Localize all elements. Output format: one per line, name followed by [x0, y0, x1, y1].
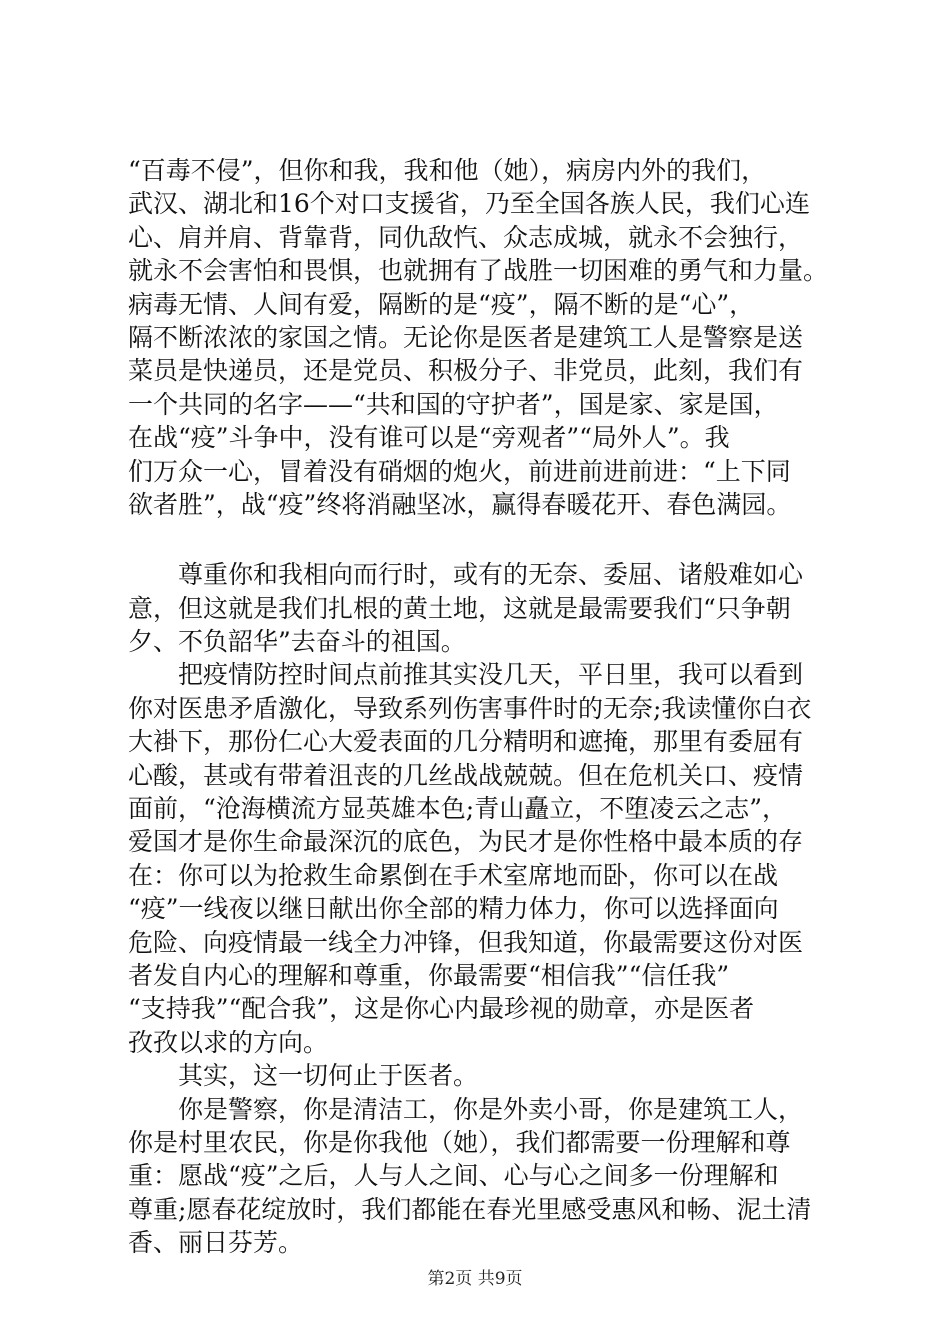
text-line: 爱国才是你生命最深沉的底色，为民才是你性格中最本质的存: [128, 827, 804, 857]
text-line: 在：你可以为抢救生命累倒在手术室席地而卧，你可以在战: [128, 860, 779, 890]
text-line: 者发自内心的理解和尊重，你最需要“相信我”“信任我”: [128, 960, 730, 990]
text-line: 你对医患矛盾激化，导致系列伤害事件时的无奈;我读懂你白衣: [128, 693, 812, 723]
paragraph: [128, 1059, 853, 1092]
body-text: [128, 154, 853, 1260]
text-line: “支持我”“配合我”，这是你心内最珍视的勋章，亦是医者: [128, 994, 755, 1024]
text-line: 夕、不负韶华”去奋斗的祖国。: [128, 627, 466, 657]
paragraph: [128, 1093, 853, 1260]
text-line: 意，但这就是我们扎根的黄土地，这就是最需要我们“只争朝: [128, 593, 791, 623]
text-line: 欲者胜”，战“疫”终将消融坚冰，赢得春暖花开、春色满园。: [128, 489, 792, 519]
text-line: 菜员是快递员，还是党员、积极分子、非党员，此刻，我们有: [128, 356, 804, 386]
text-line: 武汉、湖北和16个对口支援省，乃至全国各族人民，我们心连: [128, 189, 810, 219]
text-line: 一个共同的名字——“共和国的守护者”，国是家、家是国，: [128, 389, 779, 419]
text-line: 孜孜以求的方向。: [128, 1027, 329, 1057]
text-line: 你是村里农民，你是你我他（她），我们都需要一份理解和尊: [128, 1127, 791, 1157]
text-line: 香、丽日芬芳。: [128, 1228, 304, 1258]
paragraph: [128, 658, 853, 1059]
text-line: 把疫情防控时间点前推其实没几天，平日里，我可以看到: [128, 660, 804, 690]
text-line: 心酸，甚或有带着沮丧的几丝战战兢兢。但在危机关口、疫情: [128, 760, 804, 790]
text-line: 你是警察，你是清洁工，你是外卖小哥，你是建筑工人，: [128, 1094, 804, 1124]
paragraph: [128, 154, 853, 521]
text-line: 大褂下，那份仁心大爱表面的几分精明和遮掩，那里有委屈有: [128, 727, 804, 757]
text-line: “疫”一线夜以继日献出你全部的精力体力，你可以选择面向: [128, 894, 779, 924]
text-line: 尊重;愿春花绽放时，我们都能在春光里感受惠风和畅、泥土清: [128, 1194, 812, 1224]
text-line: 危险、向疫情最一线全力冲锋，但我知道，你最需要这份对医: [128, 927, 804, 957]
text-line: 们万众一心，冒着没有硝烟的炮火，前进前进前进：“上下同: [128, 456, 791, 486]
text-line: 隔不断浓浓的家国之情。无论你是医者是建筑工人是警察是送: [128, 322, 804, 352]
paragraph: [128, 558, 853, 658]
text-line: 心、肩并肩、背靠背，同仇敌忾、众志成城，就永不会独行，: [128, 222, 804, 252]
text-line: 面前，“沧海横流方显英雄本色;青山矗立，不堕凌云之志”，: [128, 794, 787, 824]
text-line: 病毒无情、人间有爱，隔断的是“疫”，隔不断的是“心”，: [128, 289, 755, 319]
text-line: 就永不会害怕和畏惧，也就拥有了战胜一切困难的勇气和力量。: [128, 256, 829, 286]
text-line: 尊重你和我相向而行时，或有的无奈、委屈、诸般难如心: [128, 560, 804, 590]
text-line: 其实，这一切何止于医者。: [128, 1061, 479, 1091]
page-number-footer: 第2页 共9页: [427, 1269, 523, 1289]
text-line: 在战“疫”斗争中，没有谁可以是“旁观者”“局外人”。我: [128, 423, 730, 453]
text-line: 重：愿战“疫”之后，人与人之间、心与心之间多一份理解和: [128, 1161, 779, 1191]
paragraph-gap: [128, 521, 853, 558]
text-line: “百毒不侵”，但你和我，我和他（她），病房内外的我们，: [128, 156, 767, 185]
